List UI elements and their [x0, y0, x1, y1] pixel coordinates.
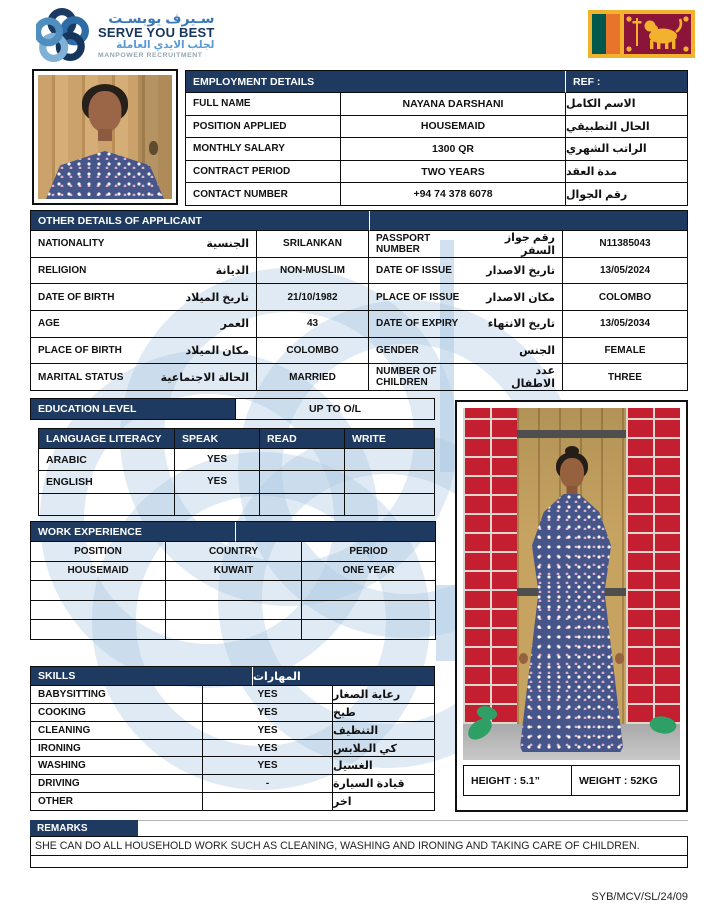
skill-value: YES: [203, 686, 333, 704]
field-label: DATE OF EXPIRY: [376, 318, 459, 330]
skill-value: [203, 793, 333, 811]
write-value: [345, 449, 435, 471]
language-name: ENGLISH: [39, 471, 175, 493]
field-label: AGE: [38, 318, 60, 330]
field-value: HOUSEMAID: [341, 116, 566, 139]
field-value: 43: [257, 311, 369, 338]
language-row: [39, 494, 435, 516]
skill-row: [31, 686, 435, 704]
field-value: N11385043: [563, 231, 688, 258]
skill-label-arabic: الغسيل: [333, 757, 435, 775]
other-details-row: [31, 364, 688, 391]
period-column-header: PERIOD: [302, 542, 436, 562]
speak-value: [175, 494, 260, 516]
field-label: NUMBER OF CHILDREN: [376, 366, 437, 389]
applicant-headshot-photo: [38, 75, 172, 199]
height-value: HEIGHT : 5.1”: [464, 766, 572, 796]
language-row: [39, 449, 435, 471]
field-value: NON-MUSLIM: [257, 258, 369, 285]
skills-title-arabic: المهارات: [253, 667, 435, 686]
figure-face: [89, 91, 122, 132]
employment-row: [186, 116, 688, 139]
field-value: COLOMBO: [257, 338, 369, 365]
field-value: TWO YEARS: [341, 161, 566, 184]
field-label: POSITION APPLIED: [186, 116, 341, 139]
speak-value: YES: [175, 471, 260, 493]
education-value: UP TO O/L: [236, 399, 435, 420]
other-details-title: OTHER DETAILS OF APPLICANT: [31, 211, 370, 231]
agency-logo: [36, 8, 214, 62]
skill-value: YES: [203, 740, 333, 758]
weight-value: WEIGHT : 52KG: [572, 766, 680, 796]
position-value: HOUSEMAID: [31, 562, 166, 582]
other-details-row: [31, 258, 688, 285]
door-crossbar: [517, 430, 626, 438]
figure-neck: [98, 129, 112, 141]
skill-label: CLEANING: [31, 722, 203, 740]
position-column-header: POSITION: [31, 542, 166, 562]
skill-label: IRONING: [31, 740, 203, 758]
position-value: [31, 620, 166, 640]
sri-lanka-flag-icon: [588, 10, 695, 58]
skill-row: [31, 775, 435, 793]
field-label: FULL NAME: [186, 93, 341, 116]
brand-name-english: SERVE YOU BEST: [98, 25, 215, 41]
write-value: [345, 471, 435, 493]
employment-row: [186, 161, 688, 184]
other-details-header-spacer: [370, 211, 688, 231]
other-details-row: [31, 338, 688, 365]
position-value: [31, 601, 166, 621]
applicant-full-photo-frame: [455, 400, 688, 812]
employment-row: [186, 93, 688, 116]
knot-logo-icon: [36, 8, 90, 62]
remarks-empty-row: [31, 856, 688, 868]
ref-label: REF :: [566, 71, 688, 93]
skill-label-arabic: التنظيف: [333, 722, 435, 740]
skill-row: [31, 793, 435, 811]
read-value: [260, 449, 345, 471]
language-name: [39, 494, 175, 516]
height-weight-row: [463, 765, 680, 796]
brand-tagline-english: MANPOWER RECRUITMENT: [98, 51, 203, 59]
figure-face: [560, 458, 584, 488]
other-details-row: [31, 231, 688, 258]
country-value: KUWAIT: [166, 562, 302, 582]
skill-label-arabic: رعاية الصغار: [333, 686, 435, 704]
remarks-title: REMARKS: [30, 820, 138, 836]
field-label-arabic: تاريخ الميلاد: [185, 291, 249, 304]
remarks-box: [30, 836, 688, 868]
skill-value: YES: [203, 722, 333, 740]
field-label: RELIGION: [38, 265, 87, 276]
skill-label-arabic: طبخ: [333, 704, 435, 722]
field-value: +94 74 378 6078: [341, 183, 566, 206]
country-value: [166, 601, 302, 621]
field-label: DATE OF BIRTH: [38, 291, 115, 303]
skill-value: YES: [203, 757, 333, 775]
figure-hand: [615, 653, 624, 664]
speak-value: YES: [175, 449, 260, 471]
work-row: [31, 562, 436, 582]
skill-label-arabic: اخر: [333, 793, 435, 811]
work-row: [31, 620, 436, 640]
field-value: NAYANA DARSHANI: [341, 93, 566, 116]
field-value: FEMALE: [563, 338, 688, 365]
country-value: [166, 620, 302, 640]
document-code: SYB/MCV/SL/24/09: [591, 891, 688, 903]
remarks-hairline: [138, 820, 688, 821]
employment-row: [186, 183, 688, 206]
employment-header-row: [186, 71, 688, 93]
country-column-header: COUNTRY: [166, 542, 302, 562]
field-label-arabic: الاسم الكامل: [566, 93, 688, 116]
skill-label: DRIVING: [31, 775, 203, 793]
field-label-arabic: رقم الجوال: [566, 183, 688, 206]
skills-title: SKILLS: [31, 667, 253, 686]
work-row: [31, 581, 436, 601]
education-title: EDUCATION LEVEL: [31, 399, 236, 420]
skill-row: [31, 722, 435, 740]
skill-row: [31, 757, 435, 775]
field-label: GENDER: [376, 345, 419, 357]
field-value: SRILANKAN: [257, 231, 369, 258]
field-label-arabic: الراتب الشهري: [566, 138, 688, 161]
work-columns-row: [31, 542, 436, 562]
field-label: DATE OF ISSUE: [376, 265, 452, 276]
language-name: ARABIC: [39, 449, 175, 471]
brand-tagline-arabic: لجلب الايدي العاملة: [116, 39, 215, 52]
brick-wall: [463, 408, 517, 724]
work-row: [31, 601, 436, 621]
field-label: NATIONALITY: [38, 238, 105, 250]
write-value: [345, 494, 435, 516]
skill-value: YES: [203, 704, 333, 722]
field-label: CONTACT NUMBER: [186, 183, 341, 206]
figure-hand: [519, 653, 528, 664]
field-label-arabic: الديانة: [215, 265, 249, 277]
work-experience-header-row: [31, 522, 436, 542]
field-label-arabic: تاريخ الاصدار: [486, 265, 555, 277]
work-experience-title: WORK EXPERIENCE: [31, 522, 236, 542]
field-label: CONTRACT PERIOD: [186, 161, 341, 184]
other-details-row: [31, 284, 688, 311]
brick-wall: [626, 408, 680, 724]
applicant-headshot-frame: [32, 69, 178, 205]
skill-label: OTHER: [31, 793, 203, 811]
work-experience-header-spacer: [236, 522, 436, 542]
language-literacy-table: [38, 428, 435, 516]
education-level-bar: [30, 398, 435, 420]
field-value: 13/05/2034: [563, 311, 688, 338]
skill-label: COOKING: [31, 704, 203, 722]
field-label: PASSPORT NUMBER: [376, 232, 431, 255]
write-column-header: WRITE: [345, 429, 435, 449]
remarks-text: SHE CAN DO ALL HOUSEHOLD WORK SUCH AS CLEANING, WASHING AND IRONING AND TAKING CARE OF CHILDREN.: [31, 837, 688, 856]
field-label-arabic: العمر: [220, 318, 249, 331]
field-label-arabic: الجنس: [519, 345, 555, 358]
skills-header-row: [31, 667, 435, 686]
field-label-arabic: مكان الميلاد: [185, 345, 249, 358]
field-label: PLACE OF ISSUE: [376, 291, 460, 303]
skill-row: [31, 740, 435, 758]
education-row: [31, 399, 435, 420]
period-value: ONE YEAR: [302, 562, 436, 582]
watermark-block: [436, 585, 455, 661]
other-details-header-row: [31, 211, 688, 231]
field-label-arabic: الحالة الاجتماعية: [160, 371, 249, 384]
field-label-arabic: تاريخ الانتهاء: [487, 318, 555, 331]
period-value: [302, 581, 436, 601]
door-handle: [149, 141, 158, 155]
applicant-full-photo: [463, 408, 680, 760]
skill-label-arabic: كي الملابس: [333, 740, 435, 758]
speak-column-header: SPEAK: [175, 429, 260, 449]
period-value: [302, 620, 436, 640]
other-details-table: [30, 210, 688, 391]
work-experience-table: [30, 521, 436, 640]
read-value: [260, 471, 345, 493]
brand-name-arabic: سـيرف يوبسـت: [108, 10, 215, 27]
skill-label-arabic: قيادة السيارة: [333, 775, 435, 793]
skill-value: -: [203, 775, 333, 793]
field-label: MONTHLY SALARY: [186, 138, 341, 161]
field-label-arabic: رقم جواز السفر: [504, 231, 555, 257]
field-value: 13/05/2024: [563, 258, 688, 285]
employment-title: EMPLOYMENT DETAILS: [186, 71, 566, 93]
skills-table: [30, 666, 435, 811]
read-column-header: READ: [260, 429, 345, 449]
language-header-row: [39, 429, 435, 449]
field-value: COLOMBO: [563, 284, 688, 311]
position-value: [31, 581, 166, 601]
field-label-arabic: مدة العقد: [566, 161, 688, 184]
skill-label: BABYSITTING: [31, 686, 203, 704]
field-label-arabic: عدد الاطفال: [511, 365, 555, 391]
skill-row: [31, 704, 435, 722]
field-value: 1300 QR: [341, 138, 566, 161]
employment-details-table: [185, 70, 688, 206]
period-value: [302, 601, 436, 621]
field-label-arabic: الجنسية: [206, 238, 249, 251]
country-value: [166, 581, 302, 601]
skill-label: WASHING: [31, 757, 203, 775]
language-column-header: LANGUAGE LITERACY: [39, 429, 175, 449]
other-details-row: [31, 311, 688, 338]
field-value: 21/10/1982: [257, 284, 369, 311]
employment-row: [186, 138, 688, 161]
read-value: [260, 494, 345, 516]
field-label: MARITAL STATUS: [38, 371, 124, 383]
field-label: PLACE OF BIRTH: [38, 345, 122, 357]
field-value: THREE: [563, 364, 688, 391]
field-label-arabic: مكان الاصدار: [486, 291, 555, 304]
language-row: [39, 471, 435, 493]
field-value: MARRIED: [257, 364, 369, 391]
field-label-arabic: الحال التطبيقي: [566, 116, 688, 139]
